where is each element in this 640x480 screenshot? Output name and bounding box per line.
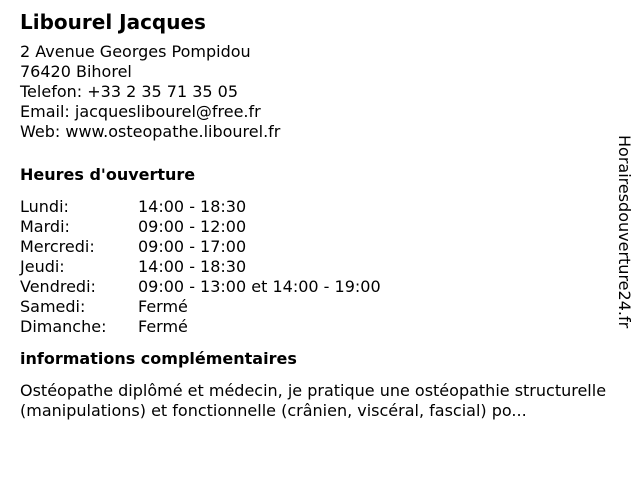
email-line: Email: jacqueslibourel@free.fr (20, 102, 261, 121)
address-street: 2 Avenue Georges Pompidou (20, 42, 251, 61)
day-label: Mercredi: (20, 237, 95, 256)
time-value: Fermé (138, 317, 188, 336)
hours-row-friday (20, 277, 620, 297)
hours-row-saturday (20, 297, 620, 317)
hours-row-wednesday (20, 237, 620, 257)
hours-row-sunday (20, 317, 620, 337)
day-label: Vendredi: (20, 277, 96, 296)
time-value: 09:00 - 17:00 (138, 237, 247, 256)
time-value: 14:00 - 18:30 (138, 257, 247, 276)
extra-info-text: Ostéopathe diplômé et médecin, je pratique une ostéopathie structurelle (manipulations) et fonctionnelle (crânien, viscéral, fascial) po... (20, 381, 607, 420)
address-city: 76420 Bihorel (20, 62, 132, 81)
web-line: Web: www.osteopathe.libourel.fr (20, 122, 281, 141)
time-value: 14:00 - 18:30 (138, 197, 247, 216)
hours-row-tuesday (20, 217, 620, 237)
day-label: Lundi: (20, 197, 69, 216)
day-label: Mardi: (20, 217, 70, 236)
hours-row-monday (20, 197, 620, 217)
time-value: Fermé (138, 297, 188, 316)
business-name: Libourel Jacques (20, 10, 206, 34)
day-label: Jeudi: (20, 257, 65, 276)
site-watermark: Horairesdouverture24.fr (615, 135, 634, 329)
day-label: Samedi: (20, 297, 86, 316)
extra-info-heading: informations complémentaires (20, 349, 297, 368)
phone-line: Telefon: +33 2 35 71 35 05 (20, 82, 239, 101)
time-value: 09:00 - 12:00 (138, 217, 247, 236)
hours-row-thursday (20, 257, 620, 277)
hours-table (20, 197, 620, 337)
business-card (20, 10, 620, 421)
time-value: 09:00 - 13:00 et 14:00 - 19:00 (138, 277, 381, 296)
hours-heading: Heures d'ouverture (20, 165, 196, 184)
day-label: Dimanche: (20, 317, 107, 336)
